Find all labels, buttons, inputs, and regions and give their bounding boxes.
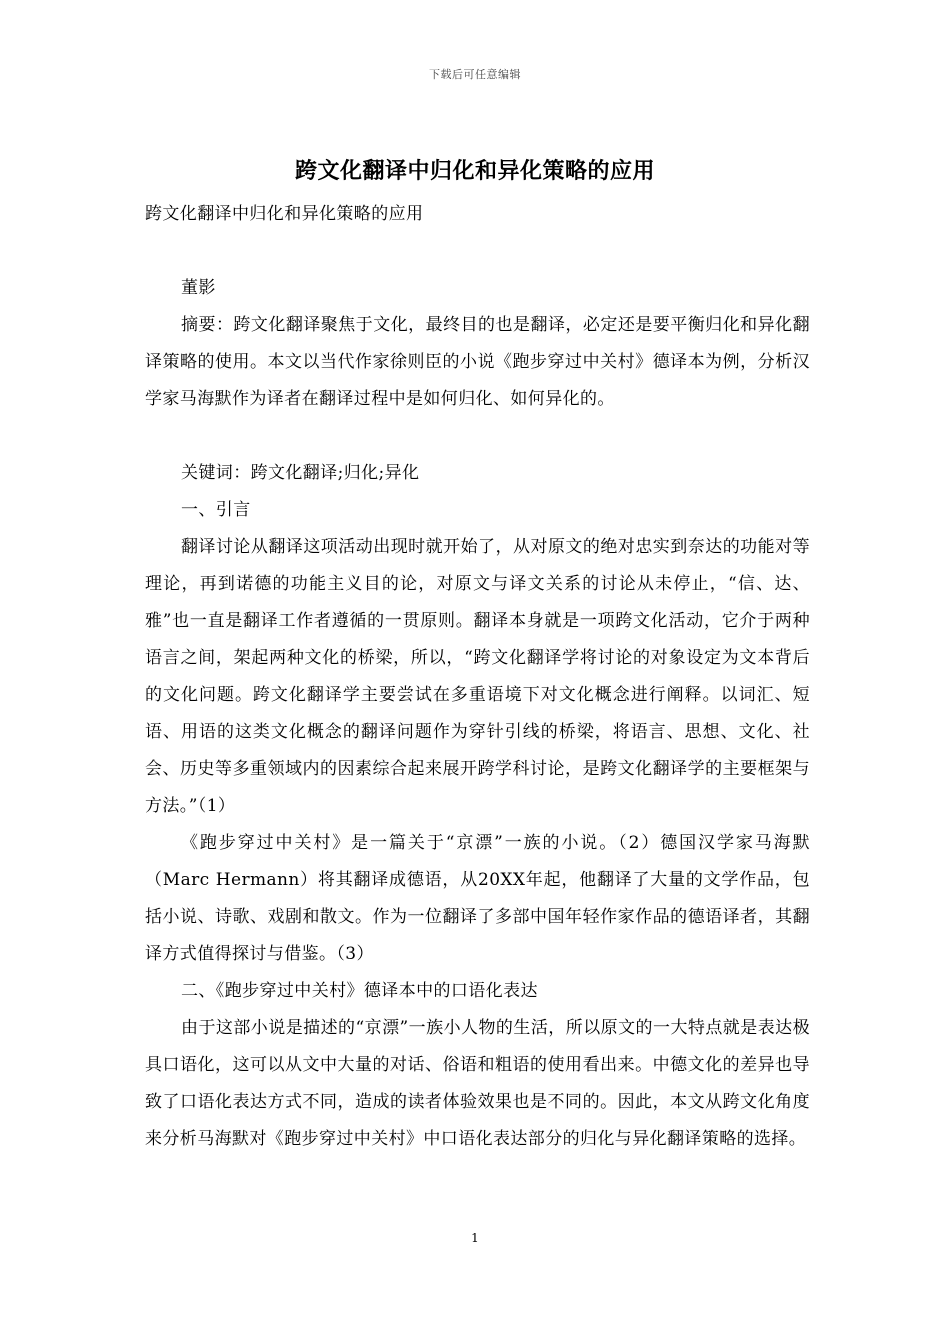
document-title: 跨文化翻译中归化和异化策略的应用 (294, 158, 655, 184)
paragraph: 《跑步穿过中关村》是一篇关于“京漂”一族的小说。（2）德国汉学家马海默（Marc Hermann）将其翻译成德语，从20XX年起，他翻译了大量的文学作品，包括小说、诗歌、戏剧和散文。作为一位翻译了多部中国年轻作家作品的德语译者，其翻译方式值得探讨与借鉴。（3） (145, 833, 810, 964)
subtitle: 跨文化翻译中归化和异化策略的应用 (145, 204, 424, 224)
author: 董影 (181, 278, 216, 298)
paragraph: 由于这部小说是描述的“京漂”一族小人物的生活，所以原文的一大特点就是表达极具口语化，这可以从文中大量的对话、俗语和粗语的使用看出来。中德文化的差异也导致了口语化表达方式不同，造成的读者体验效果也是不同的。因此，本文从跨文化角度来分析马海默对《跑步穿过中关村》中口语化表达部分的归化与异化翻译策略的选择。 (145, 1018, 810, 1149)
document-body (145, 196, 810, 1158)
page-header: 下载后可任意编辑 (429, 68, 521, 81)
page-number: 1 (471, 1231, 479, 1245)
section-heading-introduction: 一、引言 (181, 500, 251, 520)
paragraph: 翻译讨论从翻译这项活动出现时就开始了，从对原文的绝对忠实到奈达的功能对等理论，再到诺德的功能主义目的论，对原文与译文关系的讨论从未停止，“信、达、雅”也一直是翻译工作者遵循的一贯原则。翻译本身就是一项跨文化活动，它介于两种语言之间，架起两种文化的桥梁，所以，“跨文化翻译学将讨论的对象设定为文本背后的文化问题。跨文化翻译学主要尝试在多重语境下对文化概念进行阐释。以词汇、短语、用语的这类文化概念的翻译问题作为穿针引线的桥梁，将语言、思想、文化、社会、历史等多重领域内的因素综合起来展开跨学科讨论，是跨文化翻译学的主要框架与方法。”（1） (145, 537, 810, 816)
keywords: 关键词：跨文化翻译;归化;异化 (181, 463, 420, 483)
section-heading-colloquial: 二、《跑步穿过中关村》德译本中的口语化表达 (181, 981, 538, 1001)
abstract: 摘要：跨文化翻译聚焦于文化，最终目的也是翻译，必定还是要平衡归化和异化翻译策略的使用。本文以当代作家徐则臣的小说《跑步穿过中关村》德译本为例，分析汉学家马海默作为译者在翻译过程中是如何归化、如何异化的。 (145, 315, 810, 409)
